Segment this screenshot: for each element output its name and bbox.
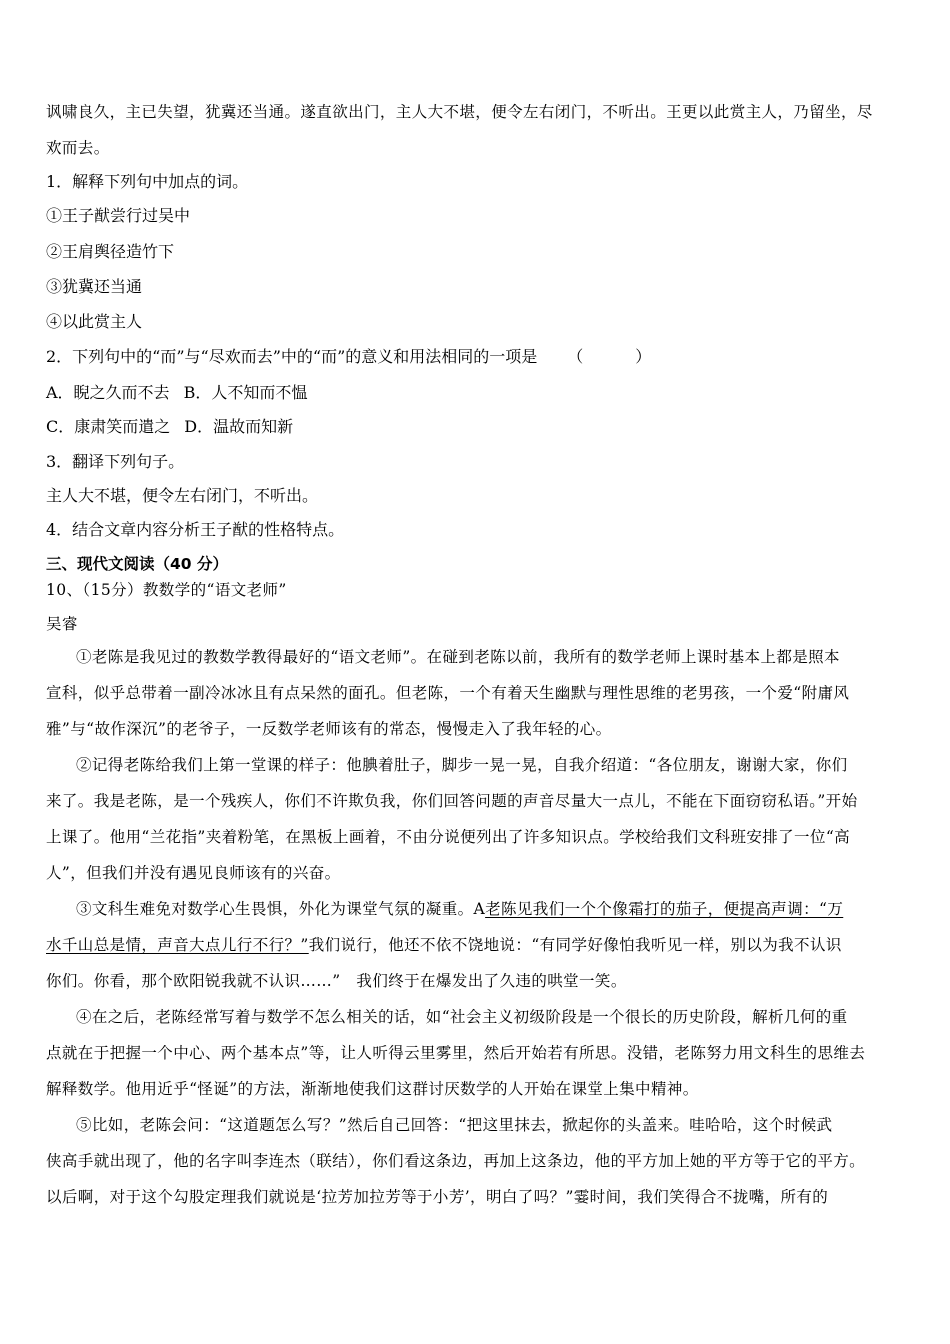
article-paragraph-line: ②记得老陈给我们上第一堂课的样子：他腆着肚子，脚步一晃一晃，自我介绍道：“各位朋友，谢谢大家，你们 bbox=[76, 756, 848, 774]
article-author: 吴睿 bbox=[46, 615, 78, 633]
question-4-prompt: 4．结合文章内容分析王子猷的性格特点。 bbox=[46, 520, 345, 539]
article-paragraph-line: 以后啊，对于这个勾股定理我们就说是‘拉芳加拉芳等于小芳’，明白了吗？”霎时间，我们笑得合不拢嘴，所有的 bbox=[46, 1188, 829, 1206]
option-a: A．睨之久而不去 bbox=[46, 383, 170, 402]
paragraph-text: ③文科生难免对数学心生畏惧，外化为课堂气氛的凝重。A bbox=[76, 900, 486, 918]
article-paragraph-line: ⑤比如，老陈会问：“这道题怎么写？”然后自己回答：“把这里抹去，掀起你的头盖来。哇哈哈，这个时候武 bbox=[76, 1116, 833, 1134]
question-1-item: ④以此赏主人 bbox=[46, 312, 143, 331]
question-1-prompt: 1．解释下列句中加点的词。 bbox=[46, 172, 249, 191]
underlined-sentence-a: 老陈见我们一个个像霜打的茄子，便提高声调：“万 bbox=[485, 900, 844, 918]
question-1-item: ③犹冀还当通 bbox=[46, 277, 143, 296]
question-2-options-row bbox=[46, 417, 906, 437]
article-paragraph-line: 你们。你看，那个欧阳锐我就不认识……” 我们终于在爆发出了久违的哄堂一笑。 bbox=[46, 972, 627, 990]
article-paragraph-line: ④在之后，老陈经常写着与数学不怎么相关的话，如“社会主义初级阶段是一个很长的历史阶段，解析几何的重 bbox=[76, 1008, 848, 1026]
article-paragraph-line: 人”，但我们并没有遇见良师该有的兴奋。 bbox=[46, 864, 341, 882]
question-2-prompt bbox=[46, 347, 906, 367]
article-paragraph-line bbox=[76, 899, 906, 919]
question-10-title: 10、（15分）教数学的“语文老师” bbox=[46, 581, 287, 599]
question-1-item: ①王子猷尝行过吴中 bbox=[46, 206, 191, 225]
question-3-prompt: 3．翻译下列句子。 bbox=[46, 452, 185, 471]
passage-line: 欢而去。 bbox=[46, 139, 110, 157]
article-paragraph-line: 点就在于把握一个中心、两个基本点”等，让人听得云里雾里，然后开始若有所思。没错，老陈努力用文科生的思维去 bbox=[46, 1044, 866, 1062]
answer-paren-close: ） bbox=[635, 347, 652, 366]
article-paragraph-line: 上课了。他用“兰花指”夹着粉笔，在黑板上画着，不由分说便列出了许多知识点。学校给我们文科班安排了一位“高 bbox=[46, 828, 851, 846]
question-2-text: 2．下列句中的“而”与“尽欢而去”中的“而”的意义和用法相同的一项是 bbox=[46, 347, 538, 366]
question-1-item: ②王肩舆径造竹下 bbox=[46, 242, 175, 261]
option-d: D．温故而知新 bbox=[184, 417, 294, 436]
article-paragraph-line bbox=[46, 935, 906, 955]
option-b: B．人不知而不愠 bbox=[183, 383, 308, 402]
article-paragraph-line: 雅”与“故作深沉”的老爷子，一反数学老师该有的常态，慢慢走入了我年轻的心。 bbox=[46, 720, 612, 738]
question-2-options-row bbox=[46, 383, 906, 403]
article-paragraph-line: 来了。我是老陈，是一个残疾人，你们不许欺负我，你们回答问题的声音尽量大一点儿，不能在下面窃窃私语。”开始 bbox=[46, 792, 858, 810]
passage-line: 讽啸良久，主已失望，犹冀还当通。遂直欲出门，主人大不堪，便令左右闭门，不听出。王更以此赏主人，乃留坐，尽 bbox=[46, 103, 873, 121]
article-paragraph-line: ①老陈是我见过的教数学教得最好的“语文老师”。在碰到老陈以前，我所有的数学老师上课时基本上都是照本 bbox=[76, 648, 840, 666]
question-3-sentence: 主人大不堪，便令左右闭门，不听出。 bbox=[46, 486, 319, 505]
option-c: C．康肃笑而遣之 bbox=[46, 417, 171, 436]
section-heading: 三、现代文阅读（40 分） bbox=[46, 555, 228, 573]
underlined-sentence-a: 水千山总是情，声音大点儿行不行？” bbox=[46, 936, 309, 954]
paragraph-text: 我们说行，他还不依不饶地说：“有同学好像怕我听见一样，别以为我不认识 bbox=[308, 936, 842, 954]
article-paragraph-line: 解释数学。他用近乎“怪诞”的方法，渐渐地使我们这群讨厌数学的人开始在课堂上集中精神。 bbox=[46, 1080, 699, 1098]
article-paragraph-line: 侠高手就出现了，他的名字叫李连杰（联结），你们看这条边，再加上这条边，他的平方加上她的平方等于它的平方。 bbox=[46, 1152, 866, 1170]
article-paragraph-line: 宣科，似乎总带着一副冷冰冰且有点呆然的面孔。但老陈，一个有着天生幽默与理性思维的老男孩，一个爱“附庸风 bbox=[46, 684, 850, 702]
answer-paren-open: （ bbox=[567, 347, 584, 366]
